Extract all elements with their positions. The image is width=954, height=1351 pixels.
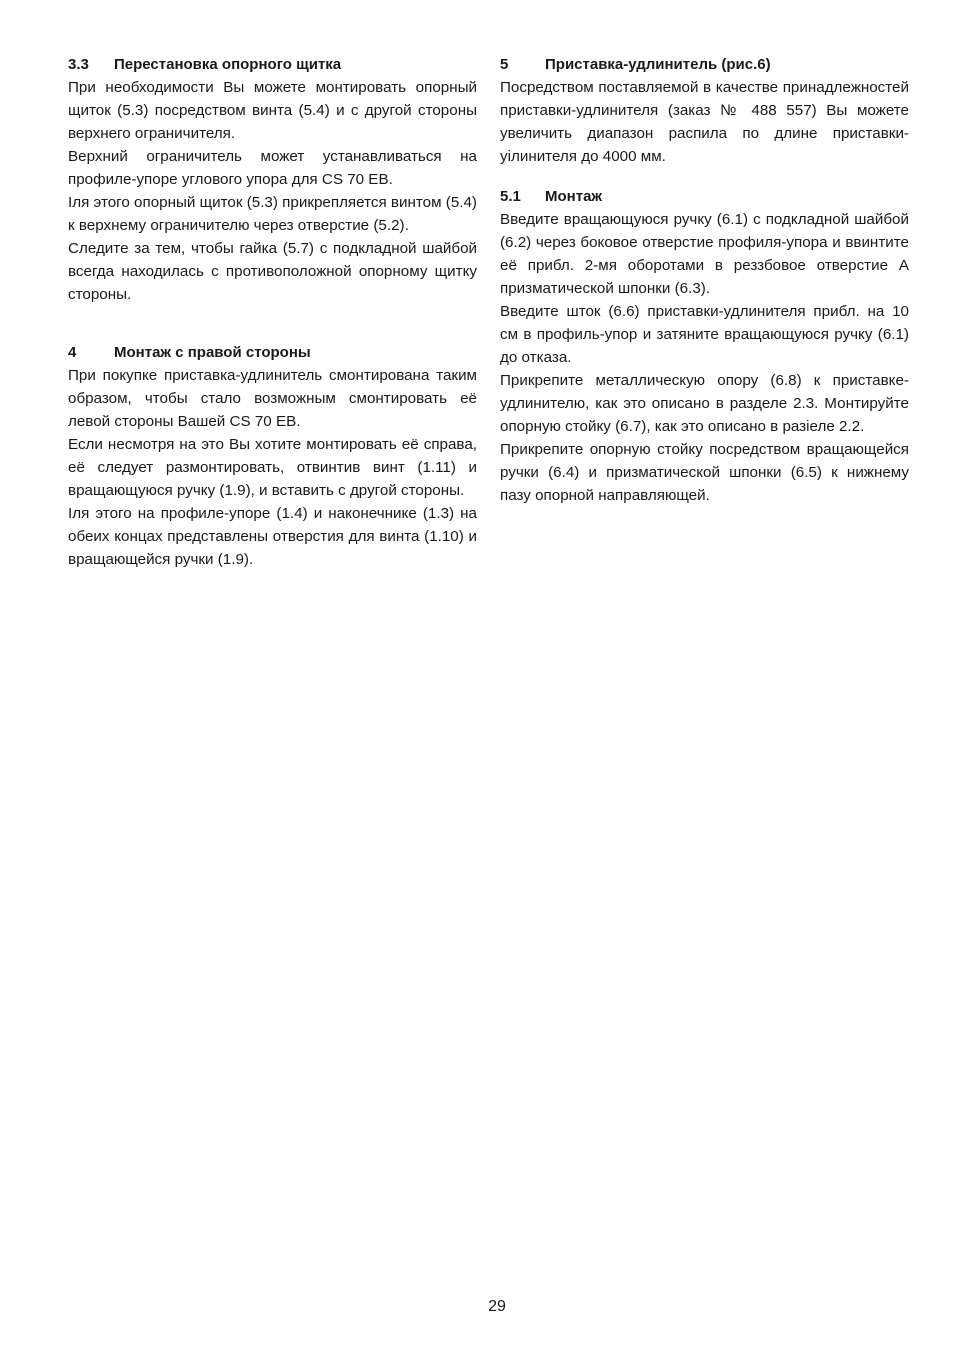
- section-heading: [500, 185, 909, 208]
- section-3-3: [68, 53, 477, 306]
- paragraph: При необходимости Вы можете монтировать опорный щиток (5.3) посредством винта (5.4) и с другой стороны верхнего ограничителя.: [68, 79, 477, 142]
- section-5: [500, 53, 909, 168]
- paragraph: Верхний ограничитель может устанавливаться на профиле-упоре углового упора для CS 70 EB.: [68, 148, 477, 188]
- section-number: 5: [500, 56, 509, 73]
- section-heading: [500, 53, 909, 76]
- paragraph: Прикрепите металлическую опору (6.8) к приставке-удлинителю, как это описано в разделе 2.3. Монтируйте опорную стойку (6.7), как это описано в разiеле 2.2.: [500, 372, 909, 435]
- paragraph: Іля этого опорный щиток (5.3) прикрепляется винтом (5.4) к верхнему ограничителю через отверстие (5.2).: [68, 194, 477, 234]
- section-number: 4: [68, 344, 77, 361]
- section-title: Перестановка опорного щитка: [114, 56, 342, 73]
- page-number: 29: [488, 1298, 506, 1315]
- spacer: [68, 306, 477, 341]
- section-heading: [68, 341, 477, 364]
- paragraph: Введите шток (6.6) приставки-удлинителя прибл. на 10 см в профиль-упор и затяните вращающуюся ручку (6.1) до отказа.: [500, 303, 909, 366]
- paragraph: Іля этого на профиле-упоре (1.4) и наконечнике (1.3) на обеих концах представлены отверстия для винта (1.10) и вращающейся ручки (1.9).: [68, 505, 477, 568]
- section-heading: [68, 53, 477, 76]
- section-4: [68, 341, 477, 571]
- paragraph: Посредством поставляемой в качестве принадлежностей приставки-удлинителя (заказ № 488 557) Вы можете увеличить диапазон распила по длине приставки-уiлинителя до 4000 мм.: [500, 79, 909, 165]
- paragraph: При покупке приставка-удлинитель смонтирована таким образом, чтобы стало возможным смонтировать её левой стороны Вашей CS 70 EB.: [68, 367, 477, 430]
- right-column: [500, 53, 909, 507]
- section-number: 5.1: [500, 188, 521, 205]
- paragraph: Прикрепите опорную стойку посредством вращающейся ручки (6.4) и призматической шпонки (6.5) к нижнему пазу опорной направляющей.: [500, 441, 909, 504]
- paragraph: Введите вращающуюся ручку (6.1) с подкладной шайбой (6.2) через боковое отверстие профиля-упора и ввинтите её прибл. 2-мя оборотами в реззбовое отверстие A призматической шпонки (6.3).: [500, 211, 909, 297]
- section-title: Монтаж: [545, 188, 603, 205]
- section-number: 3.3: [68, 56, 89, 73]
- paragraph: Если несмотря на это Вы хотите монтировать её справа, её следует размонтировать, отвинтив винт (1.11) и вращающуюся ручку (1.9), и вставить с другой стороны.: [68, 436, 477, 499]
- section-title: Монтаж с правой стороны: [114, 344, 311, 361]
- left-column: [68, 53, 477, 571]
- section-5-1: [500, 185, 909, 507]
- section-title: Приставка-удлинитель (рис.6): [545, 56, 771, 73]
- spacer: [500, 168, 909, 185]
- paragraph: Следите за тем, чтобы гайка (5.7) с подкладной шайбой всегда находилась с противоположной опорному щитку стороны.: [68, 240, 477, 303]
